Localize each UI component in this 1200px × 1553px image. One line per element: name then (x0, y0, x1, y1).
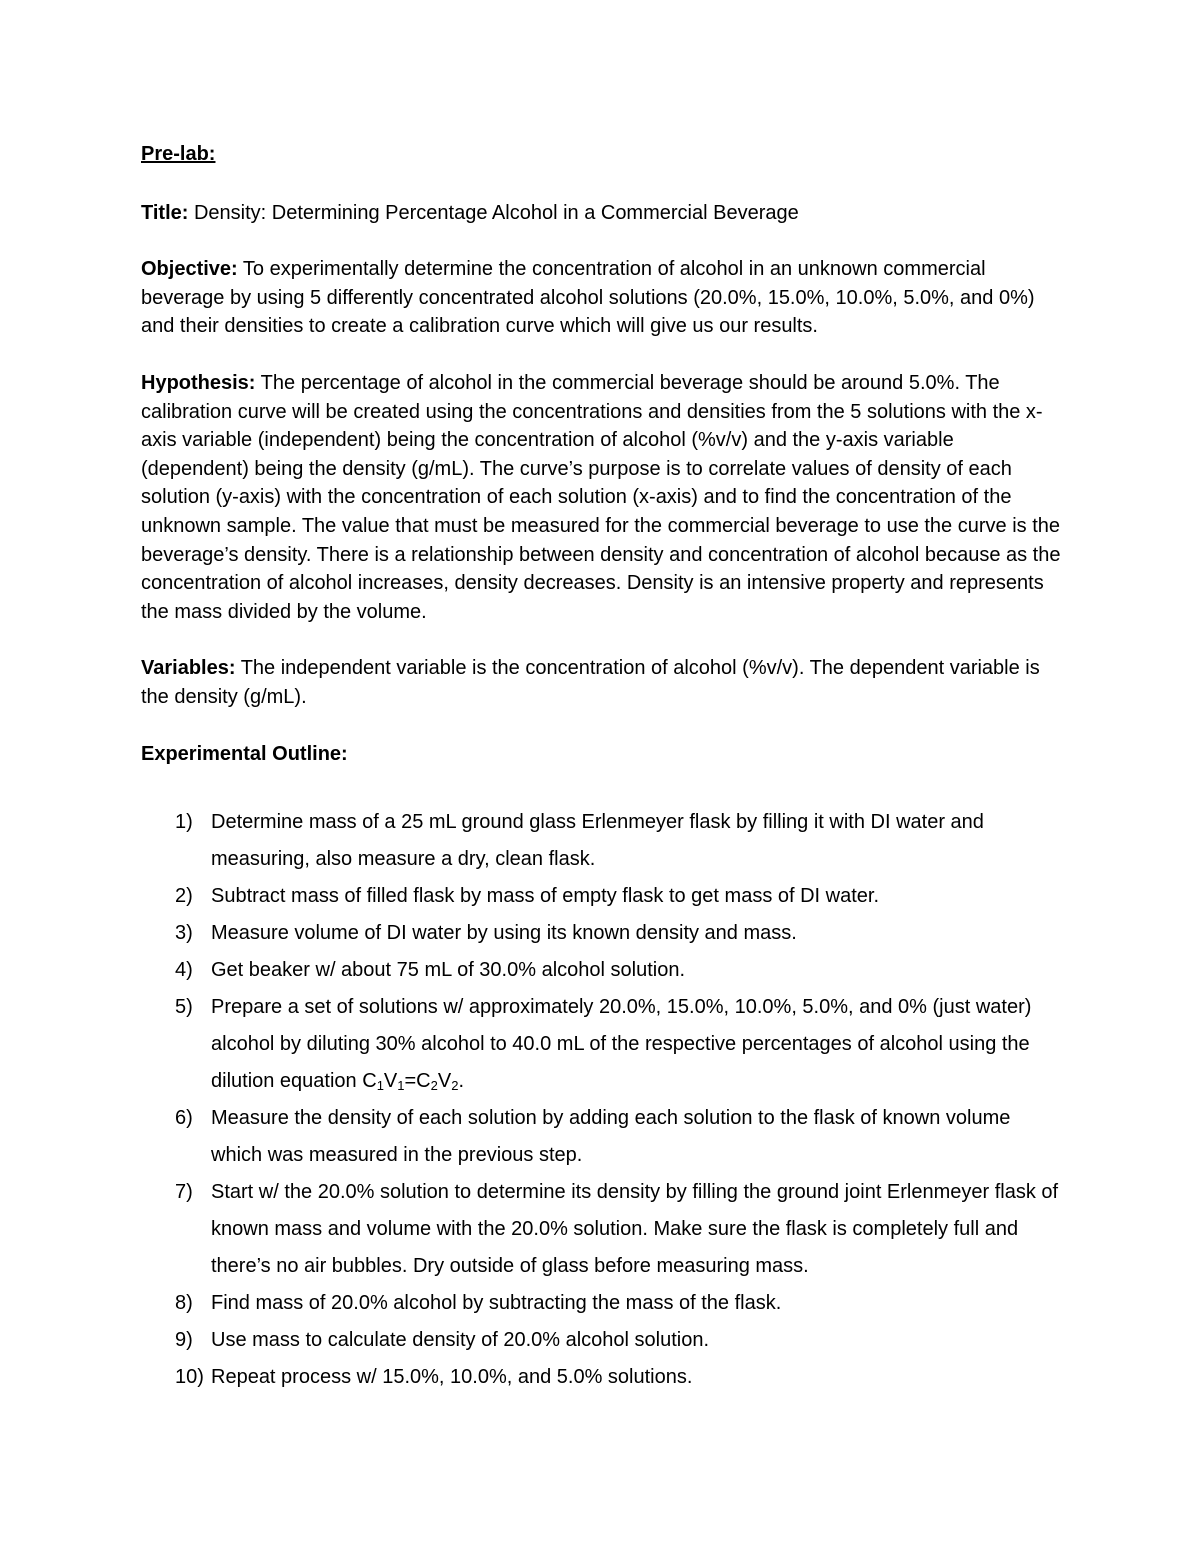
step-number: 9) (175, 1329, 193, 1352)
variables-label: Variables: (141, 657, 236, 680)
list-item (141, 878, 1061, 915)
list-item (141, 1322, 1061, 1359)
dilution-equation: $C_1V_1=C_2V_2$. (362, 1070, 464, 1094)
list-item (141, 915, 1061, 952)
step-text: Find mass of 20.0% alcohol by subtracting the mass of the flask. (211, 1292, 782, 1315)
list-item (141, 1285, 1061, 1322)
step-number: 4) (175, 959, 193, 982)
list-item (141, 1359, 1061, 1396)
step-text: Repeat process w/ 15.0%, 10.0%, and 5.0% solutions. (211, 1366, 693, 1389)
variables-section (141, 654, 1061, 711)
objective-label: Objective: (141, 258, 238, 281)
step-number: 6) (175, 1107, 193, 1130)
list-item (141, 952, 1061, 989)
step-number: 2) (175, 885, 193, 908)
list-item (141, 989, 1061, 1100)
list-item (141, 804, 1061, 878)
step-number: 1) (175, 811, 193, 834)
hypothesis-section (141, 369, 1061, 626)
step-number: 3) (175, 922, 193, 945)
experimental-outline-list (141, 804, 1061, 1396)
document-page (141, 140, 1061, 1396)
title-label: Title: (141, 201, 189, 224)
step-text: Measure the density of each solution by adding each solution to the flask of known volume which was measured in the previous step. (211, 1107, 1011, 1167)
title-section (141, 199, 1061, 228)
experimental-outline-heading: Experimental Outline: (141, 742, 348, 765)
step-number: 8) (175, 1292, 193, 1315)
hypothesis-text: The percentage of alcohol in the commercial beverage should be around 5.0%. The calibration curve will be created using the concentrations and densities from the 5 solutions with the x-axis variable (independent) being the concentration of alcohol (%v/v) and the y-axis variable (dependent) being the density (g/mL). The curve’s purpose is to correlate values of density of each solution (y-axis) with the concentration of each solution (x-axis) and to find the concentration of the unknown sample. The value that must be measured for the commercial beverage to use the curve is the beverage’s density. There is a relationship between density and concentration of alcohol because as the concentration of alcohol increases, density decreases. Density is an intensive property and represents the mass divided by the volume. (141, 371, 1061, 623)
variables-text: The independent variable is the concentration of alcohol (%v/v). The dependent variable is the density (g/mL). (141, 657, 1040, 708)
list-item (141, 1100, 1061, 1174)
step-text: Prepare a set of solutions w/ approximately 20.0%, 15.0%, 10.0%, 5.0%, and 0% (just water) alcohol by diluting 30% alcohol to 40.0 mL of the respective percentages of alcohol using the dilution equation (211, 996, 1032, 1093)
objective-section (141, 255, 1061, 341)
prelab-heading: Pre-lab: (141, 143, 216, 165)
title-text: Density: Determining Percentage Alcohol in a Commercial Beverage (193, 201, 799, 224)
step-text: Subtract mass of filled flask by mass of empty flask to get mass of DI water. (211, 885, 880, 908)
step-number: 5) (175, 996, 193, 1019)
step-number: 7) (175, 1181, 193, 1204)
step-text: Determine mass of a 25 mL ground glass Erlenmeyer flask by filling it with DI water and measuring, also measure a dry, clean flask. (211, 811, 984, 871)
hypothesis-label: Hypothesis: (141, 371, 256, 394)
step-text: Get beaker w/ about 75 mL of 30.0% alcohol solution. (211, 959, 685, 982)
step-text: Start w/ the 20.0% solution to determine its density by filling the ground joint Erlenmeyer flask of known mass and volume with the 20.0% solution. Make sure the flask is completely full and there’s no air bubbles. Dry outside of glass before measuring mass. (211, 1181, 1059, 1278)
step-text: Use mass to calculate density of 20.0% alcohol solution. (211, 1329, 710, 1352)
step-text: Measure volume of DI water by using its known density and mass. (211, 922, 797, 945)
step-number: 10) (175, 1366, 204, 1389)
objective-text: To experimentally determine the concentration of alcohol in an unknown commercial beverage by using 5 differently concentrated alcohol solutions (20.0%, 15.0%, 10.0%, 5.0%, and 0%) and their densities to create a calibration curve which will give us our results. (141, 258, 1035, 338)
list-item (141, 1174, 1061, 1285)
